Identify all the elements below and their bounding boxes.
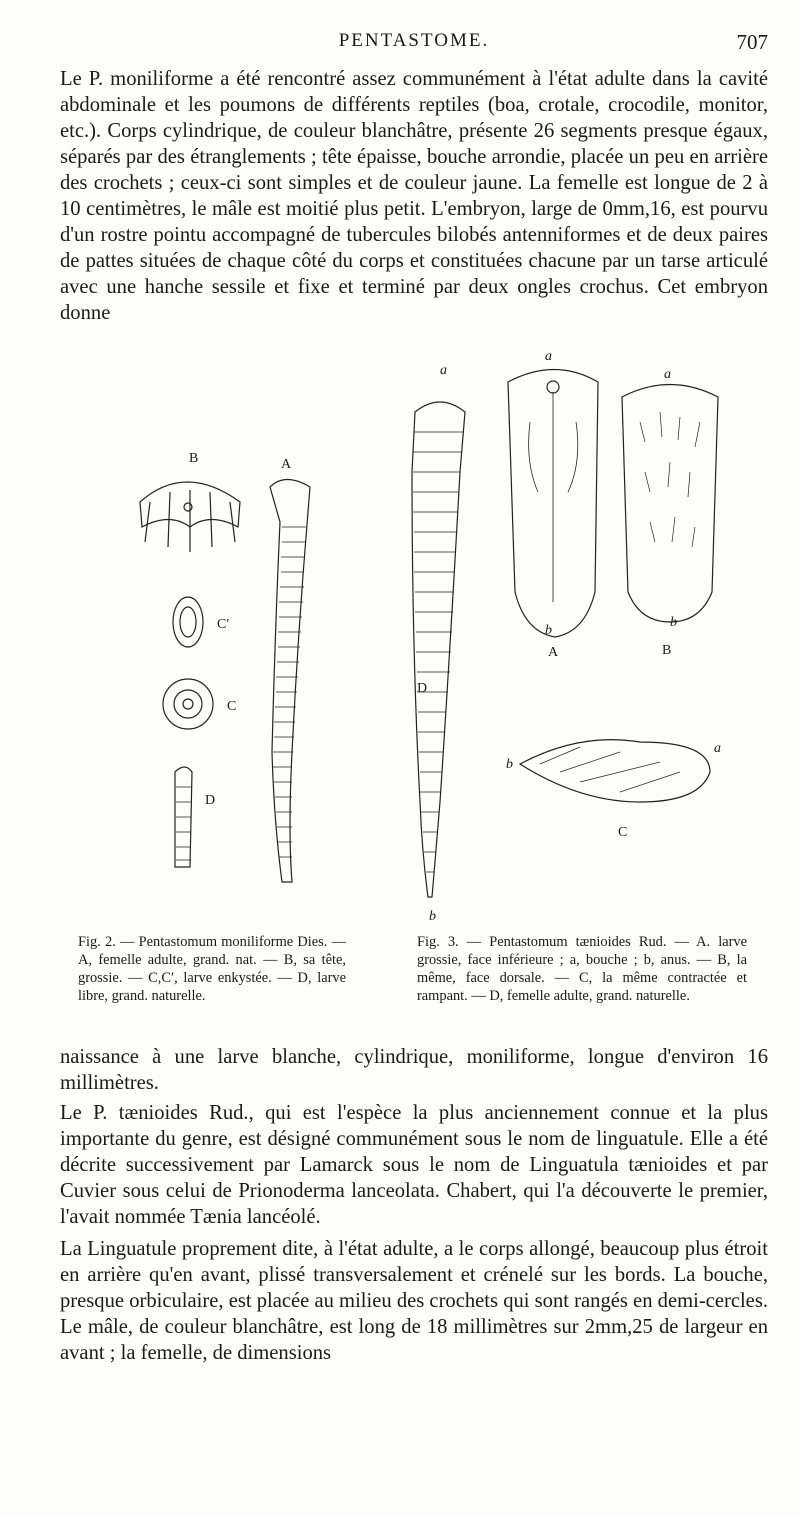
- fig2-label-C-prime: C′: [217, 617, 230, 632]
- fig3-label-b-B: b: [670, 615, 677, 630]
- fig2-cyst-c: [163, 679, 213, 729]
- figure-3-caption: Fig. 3. — Pentastomum tænioides Rud. — A. larve grossie, face inférieure ; a, bouche ; b, anus. — B, la même, face dorsale. — C, la même contractée et rampant. — D, femelle adulte, grand. naturelle.: [417, 934, 747, 1004]
- paragraph-taenioides: Le P. tænioides Rud., qui est l'espèce la plus anciennement connue et la plus importante du genre, est désigné communément sous le nom de linguatule. Elle a été décrite successivement par Lamarck sous le nom de Linguatula tænioides et par Cuvier sous celui de Prionoderma lanceolata. Chabert, qui l'a découverte le premier, l'avait nommée Tænia lancéolé.: [60, 1102, 768, 1228]
- paragraph-larva: naissance à une larve blanche, cylindrique, moniliforme, longue d'environ 16 millimètres.: [60, 1046, 768, 1094]
- fig2-label-A: A: [281, 457, 292, 472]
- fig3-label-b-worm: b: [429, 909, 436, 924]
- page-header: [60, 30, 768, 60]
- fig3-label-b-C: b: [506, 757, 513, 772]
- paragraph-linguatule: La Linguatule proprement dite, à l'état adulte, a le corps allongé, beaucoup plus étroit en arrière qu'en avant, plissé transversalement et crénelé sur les bords. La bouche, presque orbiculaire, est placée au milieu des crochets qui sont rangés en demi-cercles. Le mâle, de couleur blanchâtre, est long de 18 millimètres sur 2mm,25 de largeur en avant ; la femelle, de dimensions: [60, 1238, 768, 1364]
- figure-2-caption: Fig. 2. — Pentastomum moniliforme Dies. — A, femelle adulte, grand. nat. — B, sa tête, grossie. — C,C′, larve enkystée. — D, larve libre, grand. naturelle.: [78, 934, 346, 1004]
- fig3-label-a-B: a: [664, 367, 671, 382]
- fig2-cyst-c-prime: [173, 597, 203, 647]
- fig3-label-a-C: a: [714, 741, 721, 756]
- fig3-label-a-worm: a: [440, 363, 447, 378]
- fig3-larva-crawling: [520, 740, 710, 802]
- running-head: PENTASTOME.: [338, 30, 490, 51]
- fig3-label-C: C: [618, 825, 628, 840]
- fig3-label-B: B: [662, 643, 672, 658]
- fig3-larva-dorsal: [622, 385, 718, 623]
- fig2-adult-worm: [270, 480, 310, 883]
- figures: [60, 352, 768, 928]
- page-number: 707: [736, 30, 768, 54]
- fig2-label-C: C: [227, 699, 237, 714]
- fig2-label-B: B: [189, 451, 199, 466]
- fig3-label-a-top: a: [545, 352, 552, 364]
- fig2-label-D: D: [205, 793, 216, 808]
- fig3-female-worm: [412, 402, 465, 897]
- fig3-label-A: A: [548, 645, 559, 660]
- figure-illustrations: [60, 352, 768, 928]
- fig2-head-drawing: [140, 482, 240, 552]
- paragraph-moniliforme: Le P. moniliforme a été rencontré assez communément à l'état adulte dans la cavité abdominale et les poumons de différents reptiles (boa, crotale, crocodile, monitor, etc.). Corps cylindrique, de couleur blanchâtre, présente 26 segments presque égaux, séparés par des étranglements ; tête épaisse, bouche arrondie, placée un peu en arrière des crochets ; ceux-ci sont simples et de couleur jaune. La femelle est longue de 2 à 10 centimètres, le mâle est moitié plus petit. L'embryon, large de 0mm,16, est pourvu d'un rostre pointu accompagné de tubercules bilobés antenniformes et de deux paires de pattes situées de chaque côté du corps et constituées chacune par un tarse articulé avec une hanche sessile et fixe et terminé par deux ongles crochus. Cet embryon donne: [60, 68, 768, 324]
- fig3-label-D: D: [417, 681, 428, 696]
- fig3-label-b-A: b: [545, 623, 552, 638]
